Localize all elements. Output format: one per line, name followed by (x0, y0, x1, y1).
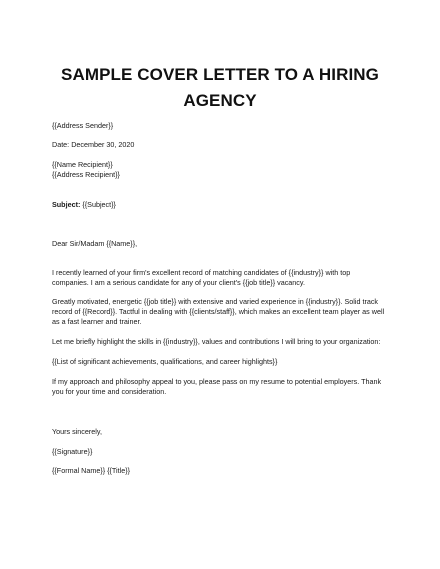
salutation: Dear Sir/Madam {{Name}}, (52, 239, 138, 248)
date-value: December 30, 2020 (71, 140, 135, 149)
date-line (52, 140, 397, 150)
paragraph-5 (52, 377, 397, 397)
paragraph-3: Let me briefly highlight the skills in {{industry}}, values and contributions I will bring to your organization: (52, 337, 381, 346)
paragraph-4: {{List of significant achievements, qualifications, and career highlights}} (52, 357, 278, 366)
closing: Yours sincerely, (52, 427, 102, 436)
subject-line (52, 200, 397, 210)
address-recipient: {{Address Recipient}} (52, 170, 120, 179)
paragraph-5-line: you for your time and consideration. (52, 387, 167, 396)
paragraph-2-line: record of {{Record}}. Tactful in dealing with {{clients/staff}}, which makes an excellent team player as well (52, 307, 385, 316)
recipient-block (52, 160, 397, 180)
paragraph-2 (52, 297, 397, 327)
paragraph-1-line: companies. I am a serious candidate for any of your client's {{job title}} vacancy. (52, 278, 305, 287)
signature-placeholder: {{Signature}} (52, 447, 93, 456)
name-recipient: {{Name Recipient}} (52, 160, 113, 169)
date-label: Date: (52, 140, 70, 149)
paragraph-1-line: I recently learned of your firm's excellent record of matching candidates of {{industry}} with top (52, 268, 351, 277)
paragraph-2-line: as a fast learner and trainer. (52, 317, 142, 326)
document-title (40, 62, 400, 114)
paragraph-2-line: Greatly motivated, energetic {{job title}} with extensive and varied experience in {{industry}}. Solid track (52, 297, 379, 306)
paragraph-5-line: If my approach and philosophy appeal to you, please pass on my resume to potential employers. Thank (52, 377, 382, 386)
formal-name: {{Formal Name}} {{Title}} (52, 466, 131, 475)
subject-label: Subject: (52, 200, 81, 209)
address-sender: {{Address Sender}} (52, 121, 114, 130)
subject-value: {{Subject}} (82, 200, 116, 209)
paragraph-1 (52, 268, 397, 288)
title-line-1: SAMPLE COVER LETTER TO A HIRING (61, 65, 379, 84)
title-line-2: AGENCY (183, 91, 257, 110)
